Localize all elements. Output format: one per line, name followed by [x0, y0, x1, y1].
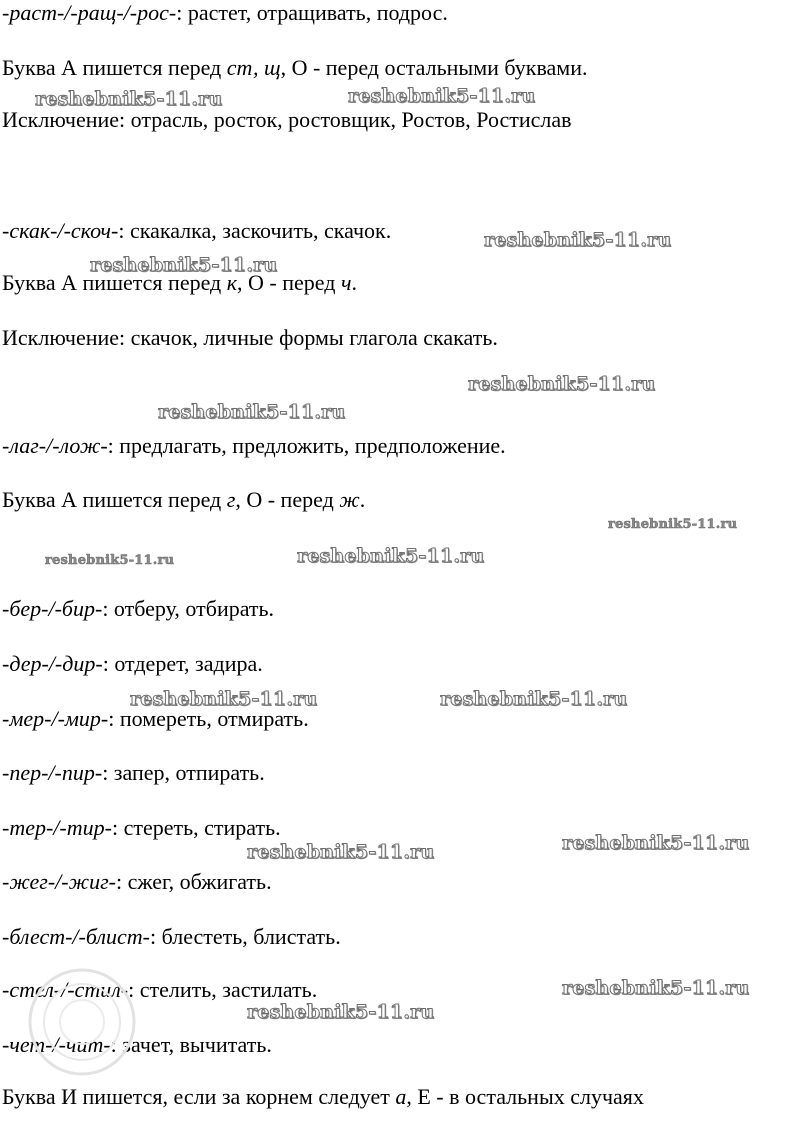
examples: : запер, отпирать. — [102, 760, 265, 785]
watermark: reshebnik5-11.ru — [562, 977, 750, 999]
examples: : стереть, стирать. — [111, 815, 281, 840]
root-variants: -скак-/-скоч- — [2, 218, 119, 243]
watermark: reshebnik5-11.ru — [247, 841, 435, 863]
watermark: reshebnik5-11.ru — [158, 401, 346, 423]
examples: : растет, отращивать, подрос. — [176, 0, 448, 25]
root-variants: -лаг-/-лож- — [2, 433, 108, 458]
watermark: reshebnik5-11.ru — [484, 229, 672, 251]
rule-letters: ж — [339, 487, 360, 512]
watermark: reshebnik5-11.ru — [247, 1001, 435, 1023]
rule-text: Буква А пишется перед — [2, 270, 227, 295]
root-variants: -блест-/-блист- — [2, 924, 150, 949]
rule-letters: ст, щ — [226, 55, 281, 80]
root-variants: -пер-/-пир- — [2, 760, 103, 785]
rule-line-rast — [2, 0, 448, 26]
examples: : стелить, застилать. — [128, 977, 318, 1002]
watermark: reshebnik5-11.ru — [468, 373, 656, 395]
rule-explanation — [2, 487, 365, 513]
examples: : помереть, отмирать. — [108, 706, 309, 731]
rule-line-skak — [2, 218, 391, 244]
examples: : отдерет, задира. — [102, 651, 263, 676]
examples: : скакалка, заскочить, скачок. — [118, 218, 392, 243]
rule-text: , О - перед остальными буквами. — [280, 55, 588, 80]
examples: : отберу, отбирать. — [102, 596, 275, 621]
watermark: reshebnik5-11.ru — [608, 517, 738, 532]
root-variants: -дер-/-дир- — [2, 651, 103, 676]
root-variants: -бер-/-бир- — [2, 596, 103, 621]
rule-line-zheg — [2, 869, 272, 895]
rule-text: . — [359, 487, 366, 512]
rule-text: , Е - в остальных случаях — [406, 1084, 644, 1109]
watermark: reshebnik5-11.ru — [348, 85, 536, 107]
rule-text: Буква И пишется, если за корнем следует — [2, 1084, 396, 1109]
examples: : сжег, обжигать. — [116, 869, 272, 894]
rule-line-per — [2, 760, 265, 786]
watermark: reshebnik5-11.ru — [562, 832, 750, 854]
seal-stamp-icon — [22, 962, 142, 1082]
rule-text: , О - перед — [237, 270, 341, 295]
rule-line-lag — [2, 433, 506, 459]
rule-text: Буква А пишется перед — [2, 55, 227, 80]
exception-line: Исключение: отрасль, росток, ростовщик, Ростов, Ростислав — [2, 107, 572, 132]
rule-text: . — [351, 270, 357, 295]
rule-letters: г — [226, 487, 236, 512]
watermark: reshebnik5-11.ru — [440, 688, 628, 710]
examples: : зачет, вычитать. — [110, 1032, 272, 1057]
rule-line-ber — [2, 596, 274, 622]
rule-explanation — [2, 55, 588, 81]
root-variants: -стел-/-стил- — [2, 977, 129, 1002]
watermark: reshebnik5-11.ru — [297, 545, 485, 567]
rule-line-blest — [2, 924, 341, 950]
root-variants: -жег-/-жиг- — [2, 869, 116, 894]
rule-line-ter — [2, 815, 281, 841]
examples: : блестеть, блистать. — [149, 924, 341, 949]
rule-line-der — [2, 651, 263, 677]
watermark: reshebnik5-11.ru — [130, 688, 318, 710]
root-variants: -мер-/-мир- — [2, 706, 109, 731]
watermark: reshebnik5-11.ru — [45, 553, 175, 568]
rule-letters: а — [395, 1084, 407, 1109]
root-variants: -раст-/-ращ-/-рос- — [2, 0, 177, 25]
watermark: reshebnik5-11.ru — [90, 254, 278, 276]
exception-line: Исключение: скачок, личные формы глагола скакать. — [2, 325, 498, 350]
root-variants: -чет-/-чит- — [2, 1032, 111, 1057]
examples: : предлагать, предложить, предположение. — [107, 433, 506, 458]
rule-explanation-final — [2, 1084, 644, 1110]
watermark: reshebnik5-11.ru — [35, 88, 223, 110]
rule-letters: к — [226, 270, 238, 295]
rule-text: , О - перед — [235, 487, 340, 512]
root-variants: -тер-/-тир- — [2, 815, 112, 840]
rule-text: Буква А пишется перед — [2, 487, 227, 512]
rule-letters: ч — [340, 270, 352, 295]
